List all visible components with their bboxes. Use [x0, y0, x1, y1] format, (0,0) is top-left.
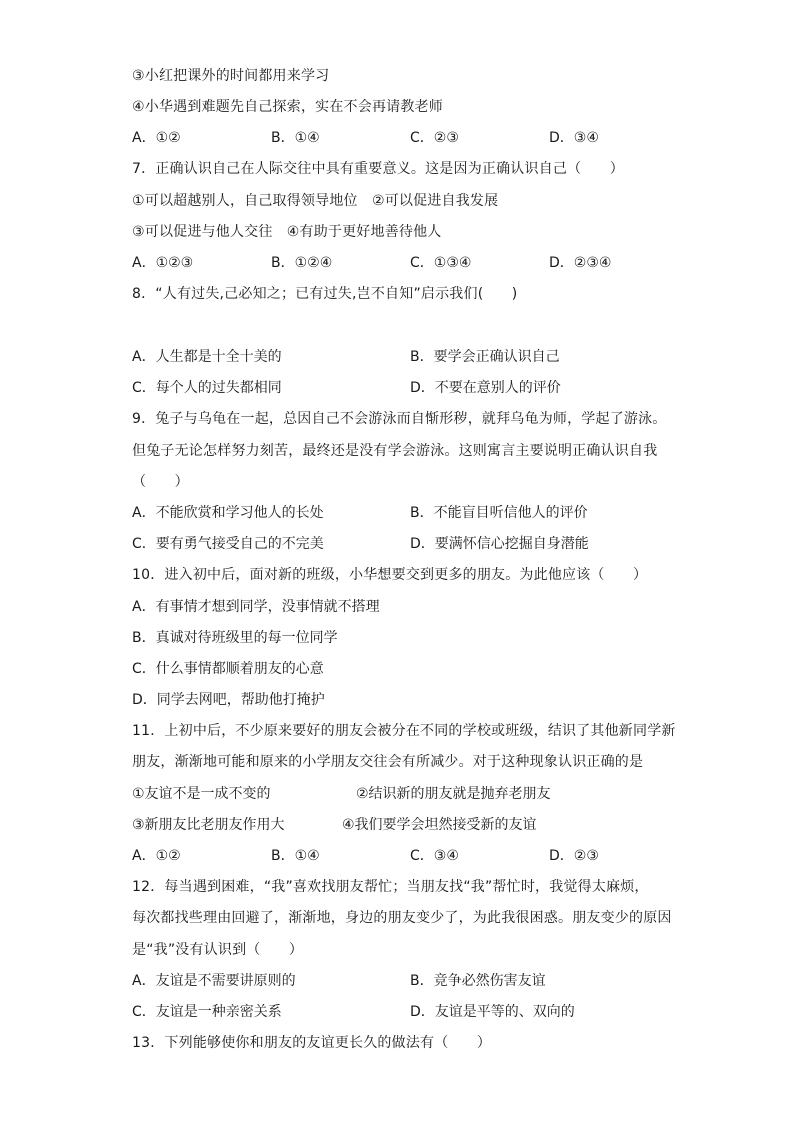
q11-item-4: ④我们要学会坦然接受新的友谊	[342, 817, 537, 833]
q7-items-line-1: ①可以超越别人，自己取得领导地位 ②可以促进自我发展	[132, 193, 499, 209]
q6-option-d: D．③④	[549, 130, 599, 146]
q11-option-a: A．①②	[132, 848, 181, 864]
q7-option-c: C．①③④	[410, 255, 472, 271]
q10-option-d: D．同学去网吧，帮助他打掩护	[132, 692, 325, 708]
q9-option-b: B．不能盲目听信他人的评价	[410, 505, 588, 521]
q10-option-b: B．真诚对待班级里的每一位同学	[132, 630, 338, 646]
q6-item-4: ④小华遇到难题先自己探索，实在不会再请教老师	[132, 99, 443, 115]
q12-line-1: 12．每当遇到困难，“我”喜欢找朋友帮忙；当朋友找“我”帮忙时，我觉得太麻烦，	[132, 879, 649, 895]
q10-option-a: A．有事情才想到同学，没事情就不搭理	[132, 599, 380, 615]
q9-line-3: （ ）	[132, 474, 189, 490]
q7-option-a: A．①②③	[132, 255, 194, 271]
q9-option-d: D．要满怀信心挖掘自身潜能	[410, 536, 589, 552]
q7-option-d: D．②③④	[549, 255, 612, 271]
q10-stem: 10．进入初中后，面对新的班级，小华想要交到更多的朋友。为此他应该（ ）	[132, 567, 648, 583]
q6-item-3: ③小红把课外的时间都用来学习	[132, 68, 330, 84]
q6-option-a: A．①②	[132, 130, 181, 146]
q8-option-a: A．人生都是十全十美的	[132, 349, 282, 365]
q11-option-d: D．②③	[549, 848, 599, 864]
q12-option-a: A．友谊是不需要讲原则的	[132, 973, 296, 989]
q11-option-b: B．①④	[271, 848, 320, 864]
q7-items-line-2: ③可以促进与他人交往 ④有助于更好地善待他人	[132, 224, 442, 240]
q9-option-a: A．不能欣赏和学习他人的长处	[132, 505, 324, 521]
q11-item-2: ②结识新的朋友就是抛弃老朋友	[356, 786, 551, 802]
q11-line-1: 11．上初中后，不少原来要好的朋友会被分在不同的学校或班级，结识了其他新同学新	[132, 723, 676, 739]
q6-option-b: B．①④	[271, 130, 320, 146]
q11-item-3: ③新朋友比老朋友作用大	[132, 817, 285, 833]
q11-option-c: C．③④	[410, 848, 459, 864]
q8-option-b: B．要学会正确认识自己	[410, 349, 560, 365]
q12-line-2: 每次都找些理由回避了，渐渐地，身边的朋友变少了，为此我很困惑。朋友变少的原因	[132, 910, 672, 926]
q9-line-1: 9．兔子与乌龟在一起，总因自己不会游泳而自惭形秽，就拜乌龟为师，学起了游泳。	[132, 411, 667, 427]
q9-line-2: 但兔子无论怎样努力刻苦，最终还是没有学会游泳。这则寓言主要说明正确认识自我	[132, 443, 658, 459]
q12-option-b: B．竞争必然伤害友谊	[410, 973, 546, 989]
q9-option-c: C．要有勇气接受自己的不完美	[132, 536, 324, 552]
q13-stem: 13．下列能够使你和朋友的友谊更长久的做法有（ ）	[132, 1035, 492, 1051]
q12-line-3: 是“我”没有认识到（ ）	[132, 942, 304, 958]
q7-option-b: B．①②④	[271, 255, 333, 271]
q11-line-2: 朋友，渐渐地可能和原来的小学朋友交往会有所减少。对于这种现象认识正确的是	[132, 754, 644, 770]
q8-stem: 8．“人有过失,己必知之；已有过失,岂不自知”启示我们( )	[132, 286, 518, 302]
q11-item-1: ①友谊不是一成不变的	[132, 786, 271, 802]
q12-option-c: C．友谊是一种亲密关系	[132, 1004, 282, 1020]
q7-stem: 7．正确认识自己在人际交往中具有重要意义。这是因为正确认识自己（ ）	[132, 161, 624, 177]
q8-option-d: D．不要在意别人的评价	[410, 380, 561, 396]
q8-option-c: C．每个人的过失都相同	[132, 380, 282, 396]
q12-option-d: D．友谊是平等的、双向的	[410, 1004, 575, 1020]
q10-option-c: C．什么事情都顺着朋友的心意	[132, 661, 324, 677]
q6-option-c: C．②③	[410, 130, 459, 146]
